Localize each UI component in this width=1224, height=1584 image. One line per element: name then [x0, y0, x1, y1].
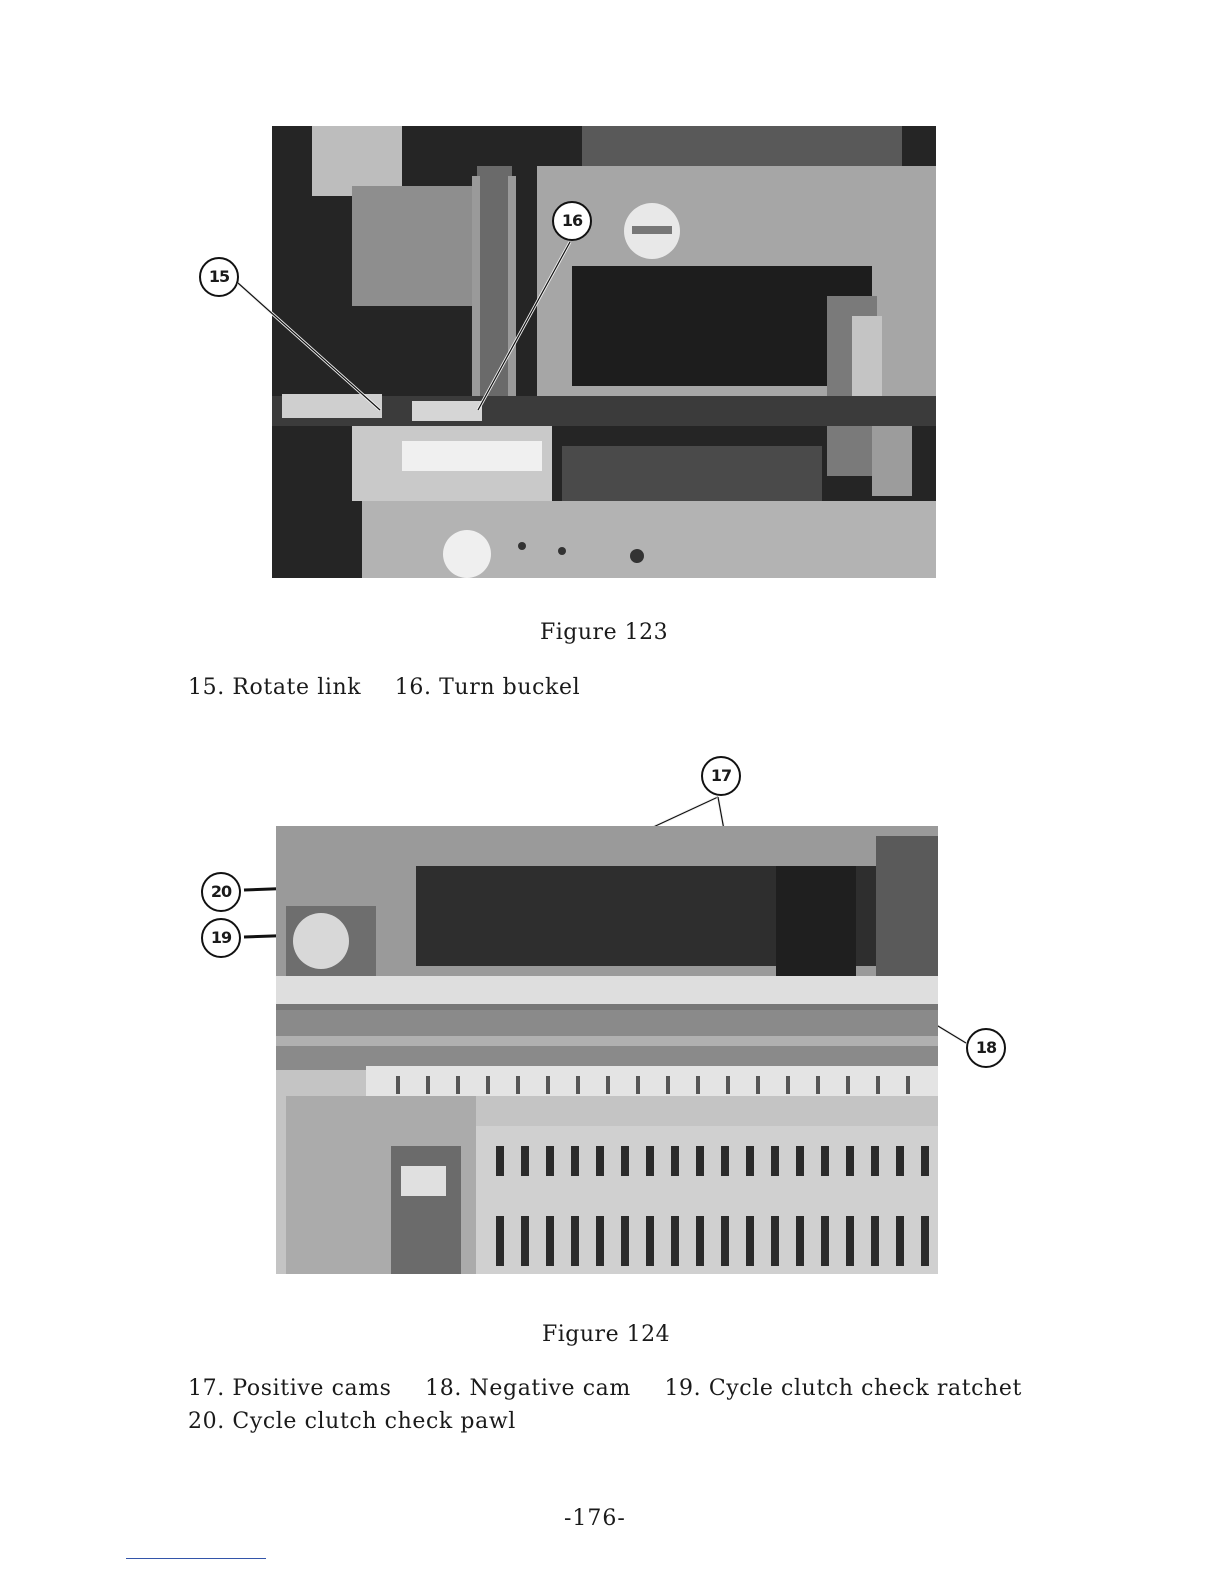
footer-rule: [126, 1558, 266, 1559]
figure-124-caption: Figure 124: [542, 1322, 671, 1347]
legend-item-18: 18. Negative cam: [425, 1376, 631, 1401]
figure-123-caption: Figure 123: [540, 620, 669, 645]
callout-16: 16: [552, 201, 592, 241]
figure-124-mechanism-drawing: [276, 826, 938, 1274]
figure-123-legend: [188, 675, 606, 700]
figure-124-photo: [276, 826, 938, 1274]
legend-item-19: 19. Cycle clutch check ratchet: [664, 1376, 1022, 1401]
legend-item-16: 16. Turn buckel: [394, 675, 581, 700]
callout-18: 18: [966, 1028, 1006, 1068]
figure-124-legend-line-1: [188, 1376, 1048, 1401]
page-number: -176-: [564, 1506, 626, 1531]
callout-15: 15: [199, 257, 239, 297]
callout-20: 20: [201, 872, 241, 912]
figure-124-legend-line-2: 20. Cycle clutch check pawl: [188, 1409, 516, 1434]
legend-item-17: 17. Positive cams: [188, 1376, 392, 1401]
legend-item-15: 15. Rotate link: [188, 675, 362, 700]
callout-19: 19: [201, 918, 241, 958]
callout-17: 17: [701, 756, 741, 796]
